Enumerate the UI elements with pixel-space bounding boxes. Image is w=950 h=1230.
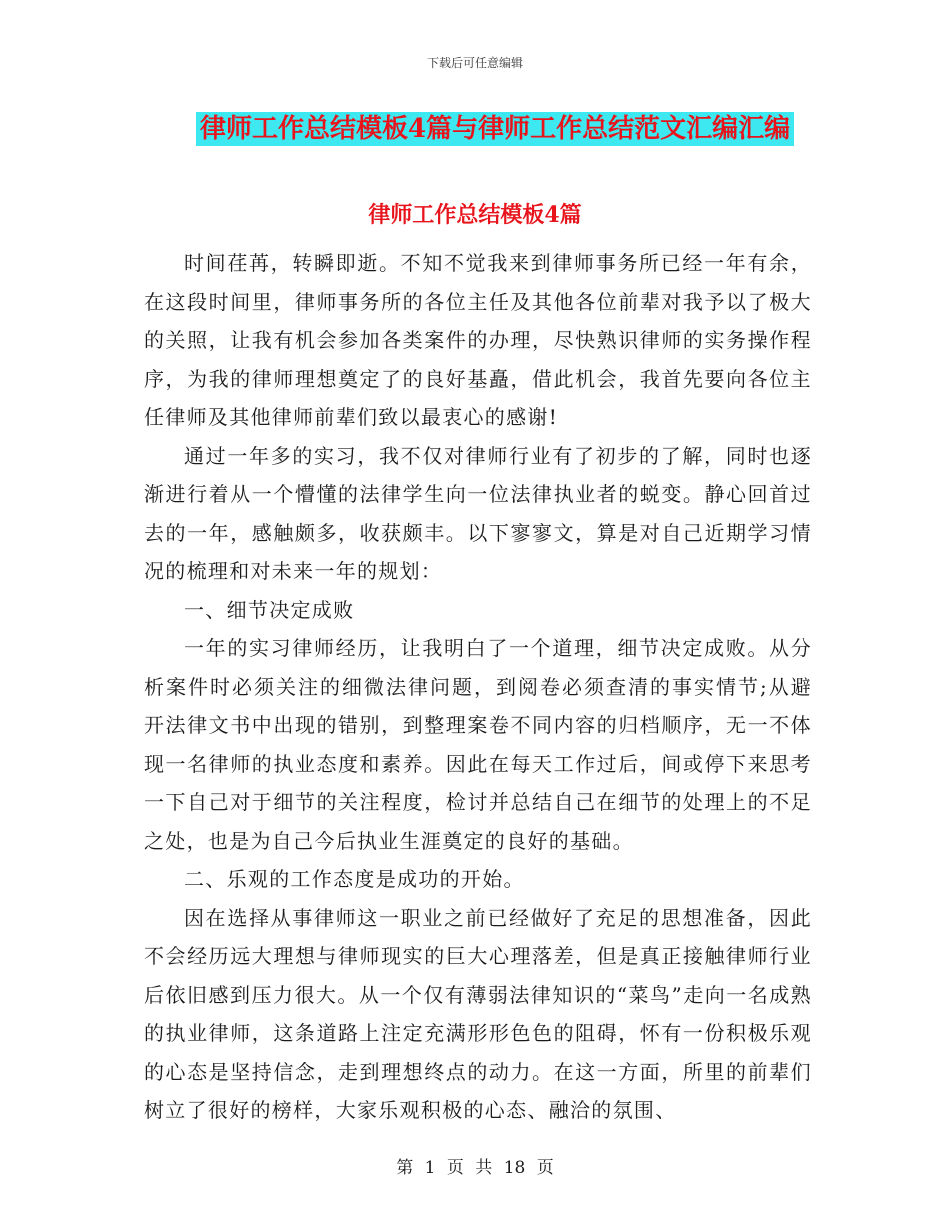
page-footer: 第 1 页 共 18 页 [396,1158,554,1178]
section-heading: 二、乐观的工作态度是成功的开始。 [184,867,525,891]
document-title: 律师工作总结模板4篇与律师工作总结范文汇编汇编 [196,112,794,146]
header-note: 下载后可任意编辑 [426,56,523,70]
paragraph: 因在选择从事律师这一职业之前已经做好了充足的思想准备，因此不会经历远大理想与律师现实的巨大心理落差，但是真正接触律师行业后依旧感到压力很大。从一个仅有薄弱法律知识的“菜鸟”走向一名成熟的执业律师，这条道路上注定充满形形色色的阻碍，怀有一份积极乐观的心态是坚持信念，走到理想终点的动力。在这一方面，所里的前辈们树立了很好的榜样，大家乐观积极的心态、融洽的氛围、 [144,905,812,1122]
document-body [144,244,812,1130]
paragraph: 通过一年多的实习，我不仅对律师行业有了初步的了解，同时也逐渐进行着从一个懵懂的法律学生向一位法律执业者的蜕变。静心回首过去的一年，感触颇多，收获颇丰。以下寥寥文，算是对自己近期学习情况的梳理和对未来一年的规划： [144,443,812,583]
paragraph: 一年的实习律师经历，让我明白了一个道理，细节决定成败。从分析案件时必须关注的细微法律问题，到阅卷必须查清的事实情节;从避开法律文书中出现的错别，到整理案卷不同内容的归档顺序，无一不体现一名律师的执业态度和素养。因此在每天工作过后，间或停下来思考一下自己对于细节的关注程度，检讨并总结自己在细节的处理上的不足之处，也是为自己今后执业生涯奠定的良好的基础。 [144,636,812,853]
section-heading: 一、细节决定成败 [184,597,355,622]
section-title: 律师工作总结模板4篇 [368,202,582,228]
paragraph: 时间荏苒，转瞬即逝。不知不觉我来到律师事务所已经一年有余，在这段时间里，律师事务所的各位主任及其他各位前辈对我予以了极大的关照，让我有机会参加各类案件的办理，尽快熟识律师的实务操作程序，为我的律师理想奠定了的良好基矗，借此机会，我首先要向各位主任律师及其他律师前辈们致以最衷心的感谢! [144,251,812,429]
